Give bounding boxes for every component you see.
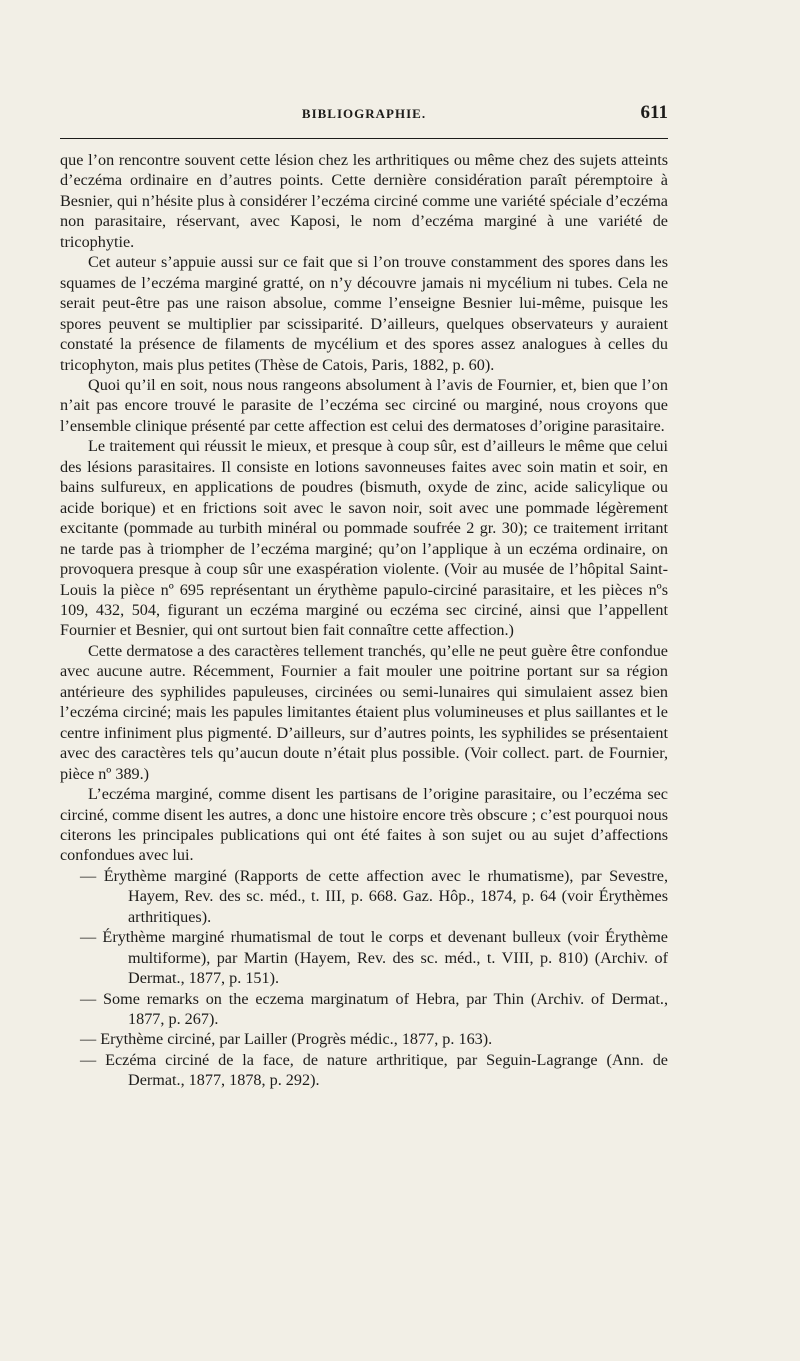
page-header [60,102,668,128]
paragraph-fournier-opinion: Quoi qu’il en soit, nous nous rangeons absolument à l’avis de Fournier, et, bien que l’on n’ait pas encore trouvé le parasite de l’eczéma sec circiné ou marginé, nous croyons que l’ensemble clinique présenté par cette affection est celui des dermatoses d’origine parasitaire. [60,375,668,435]
bibliography-entry: — Eczéma circiné de la face, de nature arthritique, par Seguin-Lagrange (Ann. de Dermat., 1877, 1878, p. 292). [80,1050,668,1090]
page-number: 611 [640,102,668,123]
paragraph-continuation: que l’on rencontre souvent cette lésion chez les arthritiques ou même chez des sujets atteints d’eczéma ordinaire en d’autres points. Cette dernière considération paraît péremptoire à Besnier, qui n’hésite plus à considérer l’eczéma circiné comme une variété spéciale d’eczéma non parasitaire, réservant, avec Kaposi, le nom d’eczéma marginé à une variété de tricophytie. [60,151,668,251]
paragraph-traitement: Le traitement qui réussit le mieux, et presque à coup sûr, est d’ailleurs le même que celui des lésions parasitaires. Il consiste en lotions savonneuses faites avec soin matin et soir, en bains sulfureux, en applications de poudres (bismuth, oxyde de zinc, acide salicylique ou acide borique) et en frictions soit avec le savon noir, soit avec une pommade légèrement excitante (pommade au turbith minéral ou pommade soufrée 2 gr. 30); ce traitement irritant ne tarde pas à triompher de l’eczéma marginé; qu’on l’applique à un eczéma ordinaire, on provoquera presque à coup sûr une exaspération violente. (Voir au musée de l’hôpital Saint-Louis la pièce nº 695 représentant un érythème papulo-circiné parasitaire, et les pièces nºs 109, 432, 504, figurant un eczéma marginé ou eczéma sec circiné, ainsi que l’appellent Fournier et Besnier, qui ont surtout bien fait connaître cette affection.) [60,437,668,640]
paragraph-diagnostic: Cette dermatose a des caractères tellement tranchés, qu’elle ne peut guère être confondue avec aucune autre. Récemment, Fournier a fait mouler une poitrine portant sur sa région antérieure des syphilides papuleuses, circinées ou semi-lunaires qui simulaient assez bien l’eczéma circiné; mais les papules limitantes étaient plus volumineuses et plus saillantes et le centre infiniment plus pigmenté. D’ailleurs, sur d’autres points, les syphilides se présentaient avec des caractères tels qu’aucun doute n’était plus possible. (Voir collect. part. de Fournier, pièce nº 389.) [60,641,668,783]
header-rule [60,138,668,139]
running-title: BIBLIOGRAPHIE. [301,106,427,121]
body-text [60,150,668,1091]
bibliography-entry: — Érythème marginé (Rapports de cette affection avec le rhumatisme), par Sevestre, Hayem, Rev. des sc. méd., t. III, p. 668. Gaz. Hôp., 1874, p. 64 (voir Érythèmes arthritiques). [80,866,668,926]
paragraph-histoire: L’eczéma marginé, comme disent les partisans de l’origine parasitaire, ou l’eczéma sec circiné, comme disent les autres, a donc une histoire encore très obscure ; c’est pourquoi nous citerons les principales publications qui ont été faites à son sujet ou au sujet d’affections confondues avec lui. [60,785,668,865]
bibliography-entry: — Erythème circiné, par Lailler (Progrès médic., 1877, p. 163). [80,1030,493,1049]
bibliography-entry: — Érythème marginé rhumatismal de tout le corps et devenant bulleux (voir Érythème multiforme), par Martin (Hayem, Rev. des sc. méd., t. VIII, p. 810) (Archiv. of Dermat., 1877, p. 151). [80,928,668,988]
paragraph-spores: Cet auteur s’appuie aussi sur ce fait que si l’on trouve constamment des spores dans les squames de l’eczéma marginé gratté, on n’y découvre jamais ni mycélium ni tubes. Cela ne serait peut-être pas une raison absolue, comme l’enseigne Besnier lui-même, puisque les spores peuvent se multiplier par scissiparité. D’ailleurs, quelques observateurs y auraient constaté la présence de filaments de mycélium et des spores assez analogues à celles du tricophyton, mais plus petites (Thèse de Catois, Paris, 1882, p. 60). [60,253,668,374]
bibliography-entry: — Some remarks on the eczema marginatum of Hebra, par Thin (Archiv. of Dermat., 1877, p. 267). [80,989,668,1029]
